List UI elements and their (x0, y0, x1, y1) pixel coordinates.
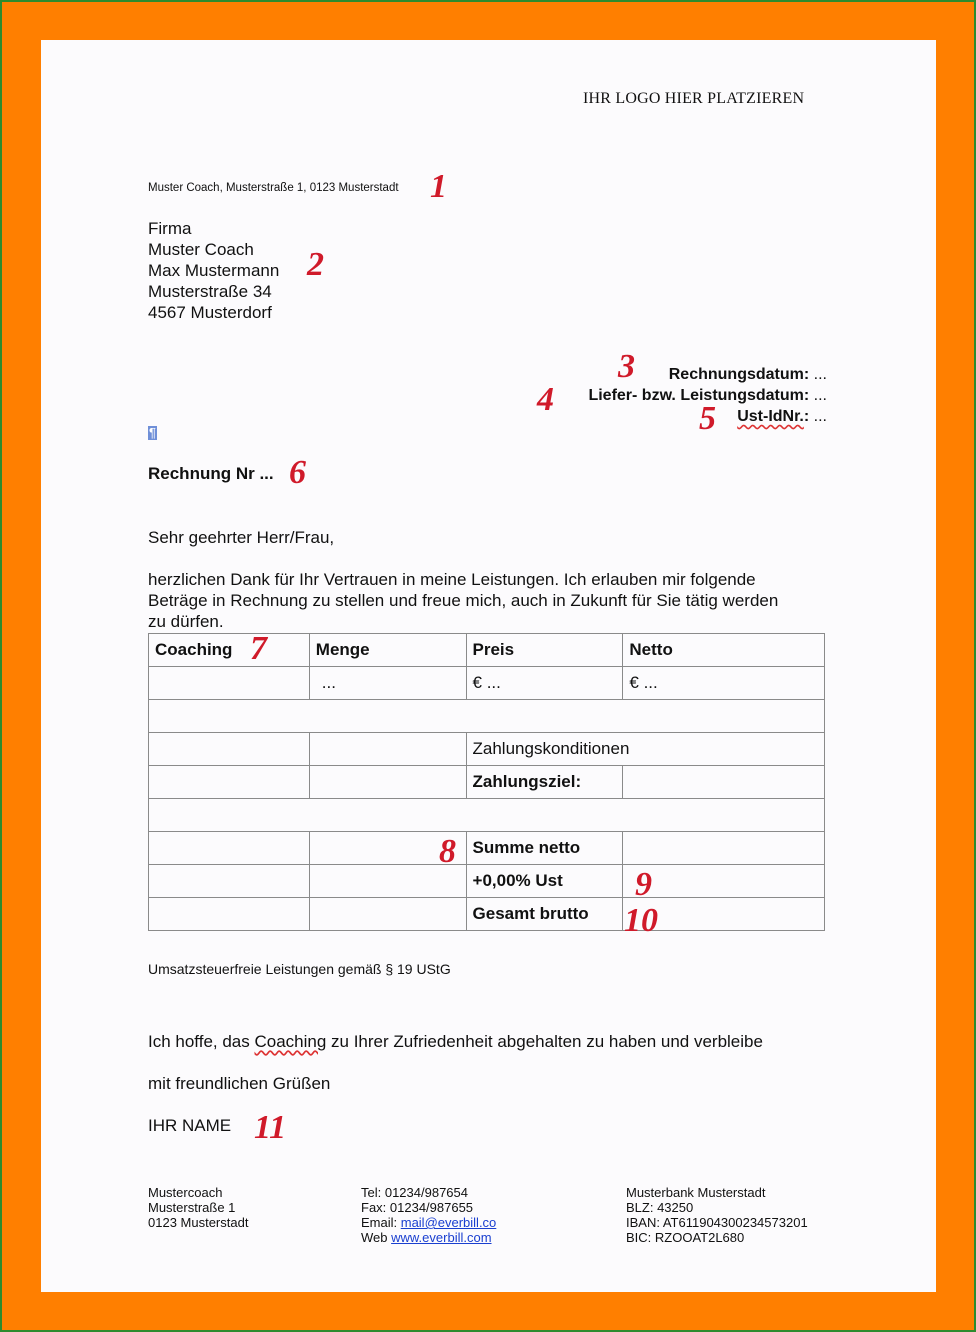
intro-paragraph (148, 569, 778, 632)
sum-net-value[interactable] (623, 832, 825, 865)
invoice-page (41, 40, 936, 1292)
table-row (149, 865, 825, 898)
cell-coaching[interactable] (149, 667, 310, 700)
marker-4: 4 (537, 381, 554, 418)
empty-cell (149, 832, 310, 865)
spacer-cell (149, 799, 825, 832)
footer-line: BLZ: 43250 (626, 1200, 694, 1215)
cell-menge[interactable]: ... (309, 667, 466, 700)
recipient-line: Musterstraße 34 (148, 282, 272, 301)
vat-value[interactable] (623, 865, 825, 898)
sender-line: Muster Coach, Musterstraße 1, 0123 Musterstadt (148, 182, 399, 194)
footer-line: BIC: RZOOAT2L680 (626, 1230, 745, 1245)
recipient-line: Max Mustermann (148, 261, 280, 280)
tax-note: Umsatzsteuerfreie Leistungen gemäß § 19 UStG (148, 961, 451, 977)
vat-id (737, 408, 827, 426)
greeting: mit freundlichen Grüßen (148, 1074, 331, 1093)
header-menge: Menge (309, 634, 466, 667)
delivery-date-label: Liefer- bzw. Leistungsdatum: (588, 387, 810, 404)
payment-terms-label: Zahlungskonditionen (466, 733, 824, 766)
footer-bank (626, 1185, 808, 1245)
recipient-line: Firma (148, 219, 192, 238)
signature-name: IHR NAME (148, 1116, 232, 1135)
invoice-table (148, 630, 825, 931)
empty-cell (309, 766, 466, 799)
salutation: Sehr geehrter Herr/Frau, (148, 528, 335, 547)
pilcrow-mark: ¶ (149, 425, 156, 440)
empty-cell (309, 898, 466, 931)
closing-text-coaching: Coaching (254, 1032, 327, 1051)
marker-9: 9 (635, 866, 652, 903)
delivery-date-value: ... (813, 387, 827, 404)
recipient-line: Muster Coach (148, 240, 254, 259)
marker-3: 3 (618, 348, 635, 385)
footer-line: Mustercoach (148, 1185, 223, 1200)
closing-text-start: Ich hoffe, das (148, 1032, 255, 1051)
web-label: Web (361, 1230, 392, 1245)
invoice-subject: Rechnung Nr ... (148, 464, 274, 483)
footer-line: Musterstraße 1 (148, 1200, 236, 1215)
intro-line: herzlichen Dank für Ihr Vertrauen in meine Leistungen. Ich erlauben mir folgende (148, 570, 756, 589)
marker-2: 2 (307, 246, 324, 283)
table-row (149, 667, 825, 700)
spacer-cell (149, 700, 825, 733)
empty-cell (149, 766, 310, 799)
sum-net-label: Summe netto (466, 832, 623, 865)
gross-label: Gesamt brutto (466, 898, 623, 931)
header-netto: Netto (623, 634, 825, 667)
logo-placeholder: IHR LOGO HIER PLATZIEREN (583, 90, 805, 107)
footer-fax: Fax: 01234/987655 (361, 1200, 474, 1215)
table-row (149, 733, 825, 766)
marker-10: 10 (624, 902, 658, 939)
header-coaching: Coaching (149, 634, 310, 667)
cell-preis[interactable]: € ... (466, 667, 623, 700)
recipient-line: 4567 Musterdorf (148, 303, 272, 322)
marker-1: 1 (430, 168, 447, 205)
marker-5: 5 (699, 400, 716, 437)
invoice-date (669, 366, 827, 384)
table-row (149, 898, 825, 931)
empty-cell (149, 865, 310, 898)
header-preis: Preis (466, 634, 623, 667)
recipient-address (148, 218, 279, 323)
marker-11: 11 (254, 1109, 287, 1146)
footer-contact (361, 1185, 496, 1245)
table-row-spacer (149, 700, 825, 733)
table-row-spacer (149, 799, 825, 832)
payment-due-value[interactable] (623, 766, 825, 799)
intro-line: Beträge in Rechnung zu stellen und freue mich, auch in Zukunft für Sie tätig werden (148, 591, 779, 610)
vat-id-label: Ust-IdNr. (737, 408, 804, 425)
closing-text-end: zu Ihrer Zufriedenheit abgehalten zu haben und verbleibe (326, 1032, 763, 1051)
marker-6: 6 (289, 454, 306, 491)
empty-cell (149, 898, 310, 931)
vat-id-value: ... (813, 408, 827, 425)
invoice-date-value: ... (813, 366, 827, 383)
closing-line (148, 1031, 763, 1052)
vat-id-colon: : (803, 408, 810, 425)
table-row (149, 766, 825, 799)
vat-label: +0,00% Ust (466, 865, 623, 898)
footer-line: IBAN: AT611904300234573201 (626, 1215, 808, 1230)
invoice-date-label: Rechnungsdatum: (668, 366, 810, 383)
footer-line: Musterbank Musterstadt (626, 1185, 766, 1200)
footer-tel: Tel: 01234/987654 (361, 1185, 468, 1200)
footer-email-line (361, 1215, 496, 1230)
empty-cell (149, 733, 310, 766)
footer-line: 0123 Musterstadt (148, 1215, 249, 1230)
marker-8: 8 (439, 833, 456, 870)
email-label: Email: (361, 1215, 401, 1230)
footer-web-line (361, 1230, 496, 1245)
empty-cell (309, 733, 466, 766)
cell-netto[interactable]: € ... (623, 667, 825, 700)
table-row (149, 832, 825, 865)
payment-due-label: Zahlungsziel: (466, 766, 623, 799)
marker-7: 7 (250, 630, 267, 667)
email-link[interactable]: mail@everbill.co (400, 1215, 497, 1230)
web-link[interactable]: www.everbill.com (391, 1230, 492, 1245)
footer-address (148, 1185, 248, 1230)
intro-line: zu dürfen. (148, 612, 224, 631)
